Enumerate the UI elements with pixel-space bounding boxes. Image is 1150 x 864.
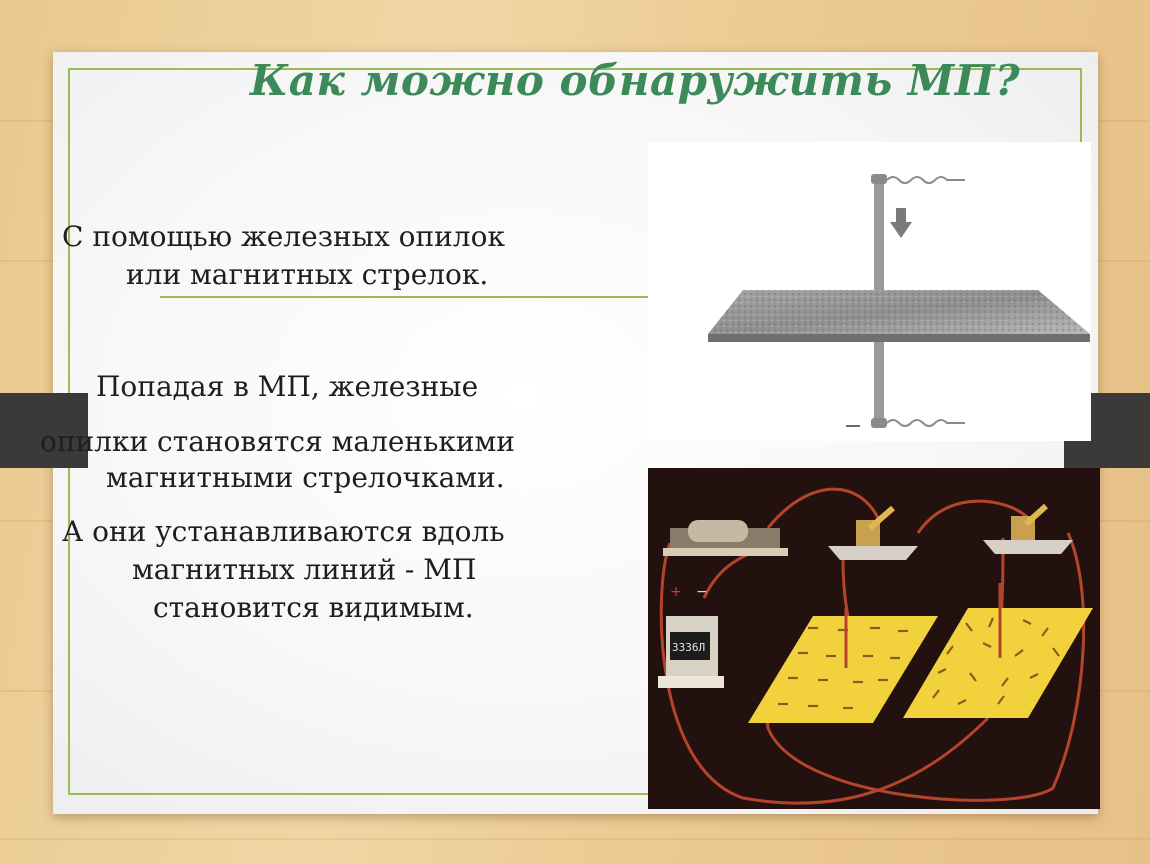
wire-through-plate-illustration: [648, 142, 1091, 441]
text-underline: [160, 296, 650, 298]
text-line-2: или магнитных стрелок.: [126, 258, 489, 291]
text-line-7: магнитных линий - МП: [132, 553, 477, 586]
circuit-with-compass-plates-photo: [648, 468, 1100, 809]
battery-label: 3336Л: [672, 641, 706, 654]
text-line-4: опилки становятся маленькими: [40, 425, 515, 458]
text-line-1: С помощью железных опилок: [62, 220, 505, 253]
circuit-drawing: [648, 468, 1100, 809]
wire-lower: [874, 342, 884, 422]
wire-upper: [874, 178, 884, 300]
text-line-8: становится видимым.: [153, 591, 474, 624]
plate-edge: [708, 334, 1090, 342]
top-coil: [887, 177, 965, 183]
battery-minus-label: −: [696, 584, 708, 600]
plate-left: [748, 608, 938, 723]
plate-right: [903, 583, 1093, 718]
bottom-coil: [887, 420, 965, 426]
battery-plus-label: +: [670, 584, 682, 600]
wire-plate-drawing: [648, 142, 1091, 441]
current-arrow-icon: [890, 208, 912, 238]
text-line-5: магнитными стрелочками.: [106, 461, 505, 494]
text-line-6: А они устанавливаются вдоль: [62, 515, 505, 548]
text-line-3: Попадая в МП, железные: [96, 370, 479, 403]
slide-title: Как можно обнаружить МП?: [250, 56, 1021, 105]
switch-2: [983, 506, 1073, 554]
battery: [658, 584, 724, 688]
switch-1: [828, 508, 918, 560]
